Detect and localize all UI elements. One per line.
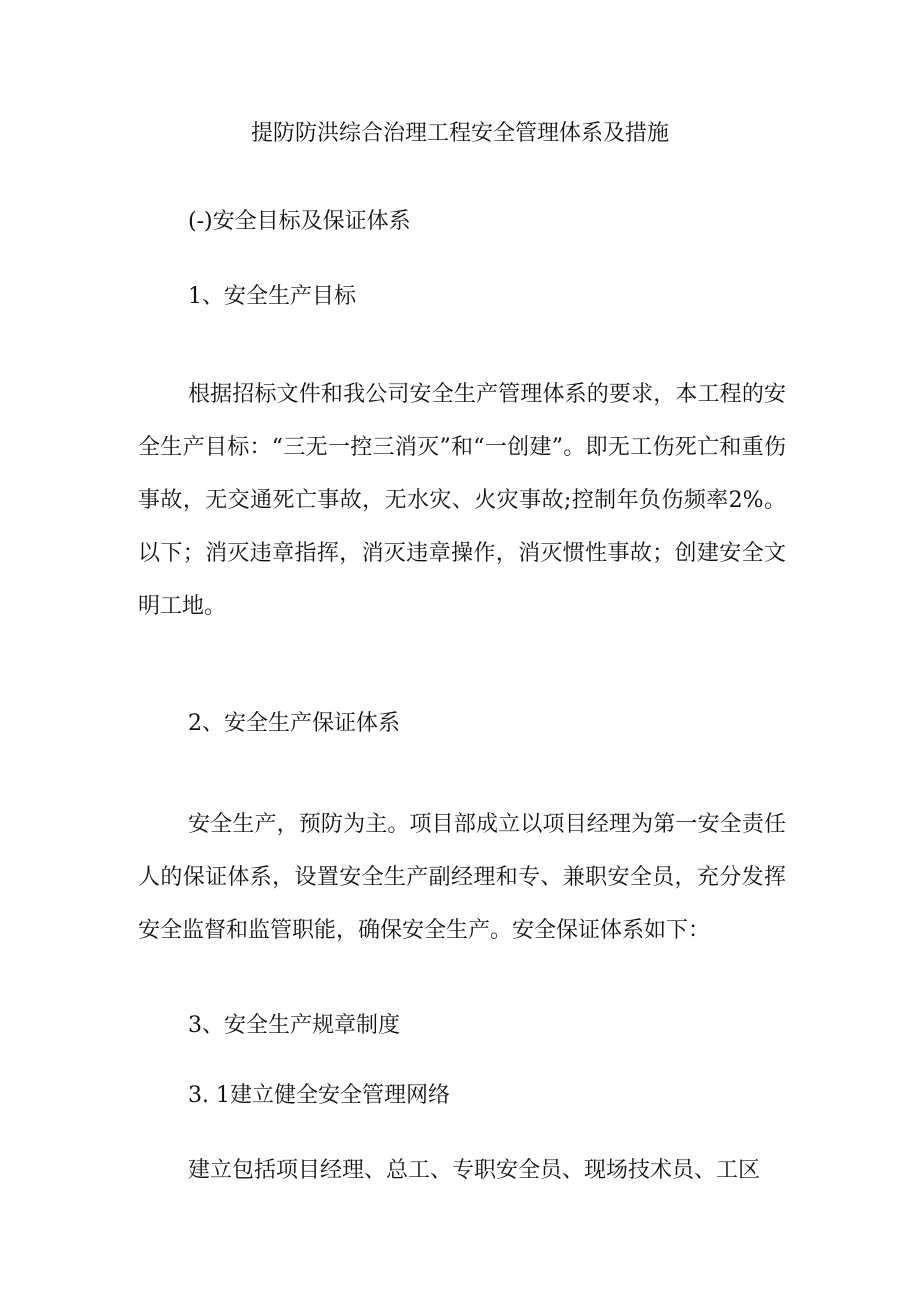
heading-safety-goal: 1、安全生产目标 xyxy=(188,284,356,309)
paragraph-safety-guarantee: 安全生产，预防为主。项目部成立以项目经理为第一安全责任人的保证体系，设置安全生产副经理和专、兼职安全员，充分发挥安全监督和监管职能，确保安全生产。安全保证体系如下： xyxy=(138,812,786,943)
subheading-safety-network: 3. 1建立健全安全管理网络 xyxy=(188,1083,450,1108)
document-title: 提防防洪综合治理工程安全管理体系及措施 xyxy=(250,121,669,146)
paragraph-safety-goal: 根据招标文件和我公司安全生产管理体系的要求，本工程的安全生产目标：“三无一控三消灭”和“一创建”。即无工伤死亡和重伤事故，无交通死亡事故，无水灾、火灾事故;控制年负伤频率2%。以下；消灭违章指挥，消灭违章操作，消灭惯性事故；创建安全文明工地。 xyxy=(138,382,786,619)
paragraph-safety-network: 建立包括项目经理、总工、专职安全员、现场技术员、工区 xyxy=(188,1158,761,1183)
section-heading: (-)安全目标及保证体系 xyxy=(188,209,411,234)
heading-safety-guarantee: 2、安全生产保证体系 xyxy=(188,711,400,736)
heading-safety-rules: 3、安全生产规章制度 xyxy=(188,1013,400,1038)
